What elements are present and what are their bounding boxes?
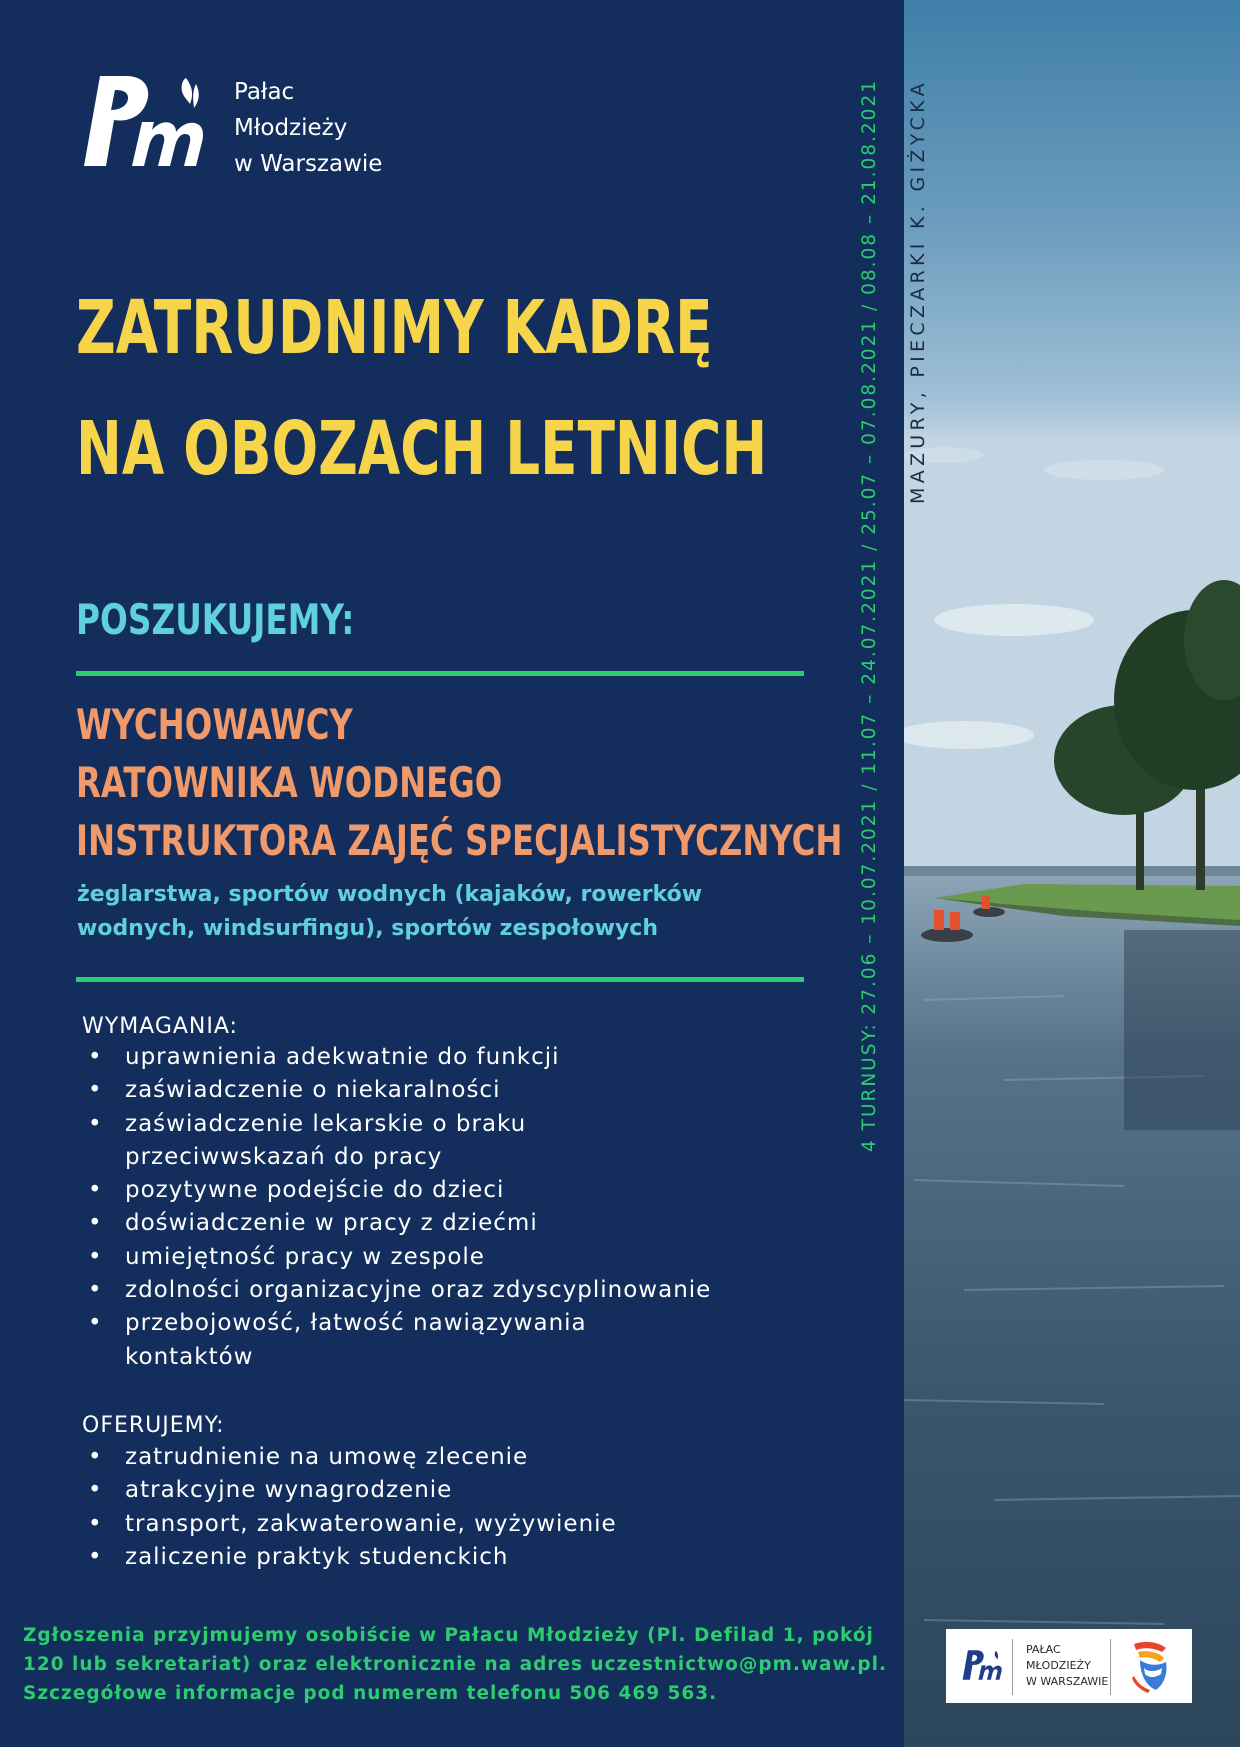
warsaw-emblem-icon bbox=[1124, 1638, 1176, 1694]
positions-list bbox=[76, 696, 842, 870]
badge-divider bbox=[1012, 1639, 1013, 1695]
specialties-text: żeglarstwa, sportów wodnych (kajaków, rowerków wodnych, windsurfingu), sportów zespołowych bbox=[77, 882, 703, 941]
badge-line-3: W WARSZAWIE bbox=[1026, 1675, 1109, 1688]
list-item bbox=[82, 1207, 865, 1240]
list-item-text: uprawnienia adekwatnie do funkcji bbox=[125, 1044, 560, 1070]
offers-title: OFERUJEMY: bbox=[82, 1413, 225, 1438]
lake-photo bbox=[904, 0, 1240, 1747]
bullet-icon: • bbox=[88, 1110, 103, 1137]
position-item: INSTRUKTORA ZAJĘĆ SPECJALISTYCZNYCH bbox=[76, 816, 843, 865]
logo-line-1: Pałac bbox=[234, 79, 295, 105]
list-item-text: atrakcyjne wynagrodzenie bbox=[125, 1477, 453, 1504]
list-item-text: zdolności organizacyjne oraz zdyscyplinowanie bbox=[125, 1277, 712, 1304]
headline-line-2: NA OBOZACH LETNICH bbox=[76, 406, 768, 492]
bullet-icon: • bbox=[88, 1477, 103, 1504]
list-item-text: umiejętność pracy w zespole bbox=[125, 1243, 485, 1270]
badge-divider bbox=[1110, 1639, 1111, 1695]
seeking-title: POSZUKUJEMY: bbox=[76, 595, 355, 644]
list-item bbox=[82, 1508, 865, 1541]
divider-top bbox=[76, 671, 804, 676]
bullet-icon: • bbox=[88, 1277, 103, 1304]
list-item bbox=[82, 1474, 865, 1507]
list-item bbox=[82, 1274, 865, 1307]
position-item: WYCHOWAWCY bbox=[76, 700, 353, 749]
list-item bbox=[82, 1241, 865, 1274]
turnus-dates: 4 TURNUSY: 27.06 – 10.07.2021 / 11.07 – 24.07.2021 / 25.07 – 07.08.2021 / 08.08 – 21.08.2021 bbox=[859, 79, 880, 1152]
badge-text bbox=[1026, 1642, 1108, 1690]
list-item-text: zaliczenie praktyk studenckich bbox=[125, 1543, 509, 1570]
bullet-icon: • bbox=[88, 1444, 103, 1470]
bullet-icon: • bbox=[88, 1310, 103, 1337]
bullet-icon: • bbox=[88, 1044, 103, 1070]
list-item bbox=[82, 1074, 865, 1107]
divider-bottom bbox=[76, 977, 804, 982]
offers-list bbox=[82, 1441, 865, 1574]
bullet-icon: • bbox=[88, 1210, 103, 1237]
pm-logo-icon bbox=[962, 1647, 1004, 1685]
bullet-icon: • bbox=[88, 1177, 103, 1204]
list-item-text: zaświadczenie lekarskie o braku przeciwwskazań do pracy bbox=[125, 1110, 527, 1170]
camp-location: MAZURY, PIECZARKI K. GIŻYCKA bbox=[907, 79, 929, 504]
list-item-text: doświadczenie w pracy z dziećmi bbox=[125, 1210, 538, 1237]
list-item bbox=[82, 1541, 865, 1574]
list-item bbox=[82, 1174, 865, 1207]
application-info: Zgłoszenia przyjmujemy osobiście w Pałacu Młodzieży (Pl. Defilad 1, pokój 120 lub sekretariat) oraz elektronicznie na adres uczestnictwo@pm.waw.pl. Szczegółowe informacje pod numerem telefonu 506 469 563. bbox=[23, 1625, 888, 1704]
list-item-text: zatrudnienie na umowę zlecenie bbox=[125, 1444, 529, 1470]
logo-text bbox=[234, 74, 382, 182]
headline-line-1: ZATRUDNIMY KADRĘ bbox=[76, 285, 713, 371]
list-item bbox=[82, 1441, 865, 1474]
badge-line-1: PAŁAC bbox=[1026, 1643, 1061, 1656]
bullet-icon: • bbox=[88, 1243, 103, 1270]
bullet-icon: • bbox=[88, 1077, 103, 1104]
list-item-text: transport, zakwaterowanie, wyżywienie bbox=[125, 1510, 617, 1537]
bullet-icon: • bbox=[88, 1543, 103, 1570]
requirements-list bbox=[82, 1041, 865, 1374]
badge-line-2: MŁODZIEŻY bbox=[1026, 1659, 1091, 1672]
headline bbox=[76, 268, 768, 510]
list-item bbox=[82, 1108, 645, 1175]
palace-logo bbox=[82, 70, 422, 180]
list-item bbox=[82, 1041, 865, 1074]
logo-line-2: Młodzieży bbox=[234, 115, 348, 141]
position-item: RATOWNIKA WODNEGO bbox=[76, 758, 503, 807]
pm-logo-icon bbox=[82, 70, 210, 178]
logo-line-3: w Warszawie bbox=[234, 151, 383, 177]
partner-badge bbox=[946, 1629, 1192, 1703]
list-item-text: zaświadczenie o niekaralności bbox=[125, 1077, 501, 1104]
requirements-title: WYMAGANIA: bbox=[82, 1014, 238, 1039]
list-item bbox=[82, 1307, 715, 1374]
list-item-text: pozytywne podejście do dzieci bbox=[125, 1177, 505, 1204]
list-item-text: przebojowość, łatwość nawiązywania kontaktów bbox=[125, 1310, 587, 1370]
bullet-icon: • bbox=[88, 1510, 103, 1537]
